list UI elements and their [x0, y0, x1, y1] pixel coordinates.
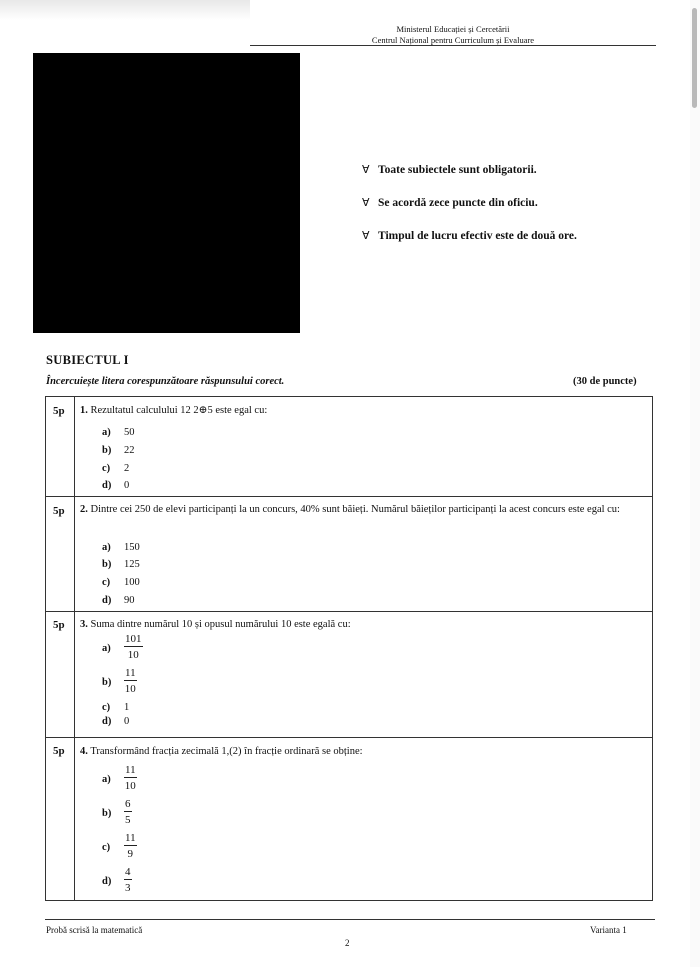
section-points: (30 de puncte): [573, 376, 637, 387]
answer-option[interactable]: c) 1: [102, 702, 130, 713]
header-divider: [250, 45, 656, 46]
center-name: Centrul Național pentru Curriculum și Evaluare: [371, 35, 535, 45]
column-divider: [74, 397, 75, 900]
question-text: 3. Suma dintre numărul 10 și opusul numărului 10 este egală cu:: [80, 619, 351, 630]
question-text: 4. Transformând fracția zecimală 1,(2) în fracție ordinară se obține:: [80, 746, 363, 757]
rule-item: ∀ Se acordă zece puncte din oficiu.: [362, 196, 538, 209]
questions-table: [45, 396, 653, 901]
answer-option[interactable]: d) 0: [102, 716, 130, 727]
fraction: 11 9: [125, 832, 136, 860]
question-text: 1. Rezultatul calculului 12 2⊕5 este egal cu:: [80, 405, 268, 416]
option-letter[interactable]: c): [102, 842, 111, 853]
answer-option[interactable]: a) 50: [102, 427, 135, 438]
ministry-name: Ministerul Educației și Cercetării: [396, 24, 510, 34]
answer-option[interactable]: b) 125: [102, 559, 140, 570]
row-divider: [46, 611, 652, 612]
document-header: [250, 24, 656, 46]
fraction: 11 10: [124, 764, 136, 792]
scrollbar-thumb[interactable]: [692, 8, 697, 108]
answer-option[interactable]: c) 100: [102, 577, 140, 588]
fraction: 4 3: [125, 866, 131, 894]
option-letter[interactable]: a): [102, 774, 111, 785]
fraction: 11 10: [124, 667, 136, 695]
question-points: 5p: [53, 505, 65, 517]
row-divider: [46, 496, 652, 497]
forall-icon: ∀: [362, 163, 370, 176]
question-points: 5p: [53, 405, 65, 417]
question-text: 2. Dintre cei 250 de elevi participanți la un concurs, 40% sunt băieți. Numărul băieților participanți la acest concurs este egal cu:: [80, 504, 620, 515]
option-letter[interactable]: d): [102, 876, 112, 887]
answer-option[interactable]: a) 150: [102, 542, 140, 553]
exam-rules: [362, 163, 577, 262]
fraction: 6 5: [125, 798, 131, 826]
answer-option[interactable]: d) 90: [102, 595, 135, 606]
option-letter[interactable]: b): [102, 677, 112, 688]
rule-item: ∀ Timpul de lucru efectiv este de două ore.: [362, 229, 577, 242]
footer-subject: Probă scrisă la matematică: [46, 925, 143, 935]
question-points: 5p: [53, 745, 65, 757]
scrollbar[interactable]: [690, 0, 700, 967]
section-instruction: Încercuiește litera corespunzătoare răspunsului corect.: [46, 376, 285, 387]
fraction: 101 10: [125, 633, 142, 661]
option-letter[interactable]: b): [102, 808, 112, 819]
question-points: 5p: [53, 619, 65, 631]
rule-item: ∀ Toate subiectele sunt obligatorii.: [362, 163, 537, 176]
forall-icon: ∀: [362, 196, 370, 209]
answer-option[interactable]: c) 2: [102, 463, 130, 474]
redacted-image-block: [33, 53, 300, 333]
top-fade: [0, 0, 250, 20]
forall-icon: ∀: [362, 229, 370, 242]
page-number: 2: [345, 938, 350, 948]
row-divider: [46, 737, 652, 738]
footer-variant: Varianta 1: [590, 925, 627, 935]
section-title: SUBIECTUL I: [46, 353, 129, 367]
footer-divider: [45, 919, 655, 920]
option-letter[interactable]: a): [102, 643, 111, 654]
answer-option[interactable]: b) 22: [102, 445, 135, 456]
answer-option[interactable]: d) 0: [102, 480, 130, 491]
